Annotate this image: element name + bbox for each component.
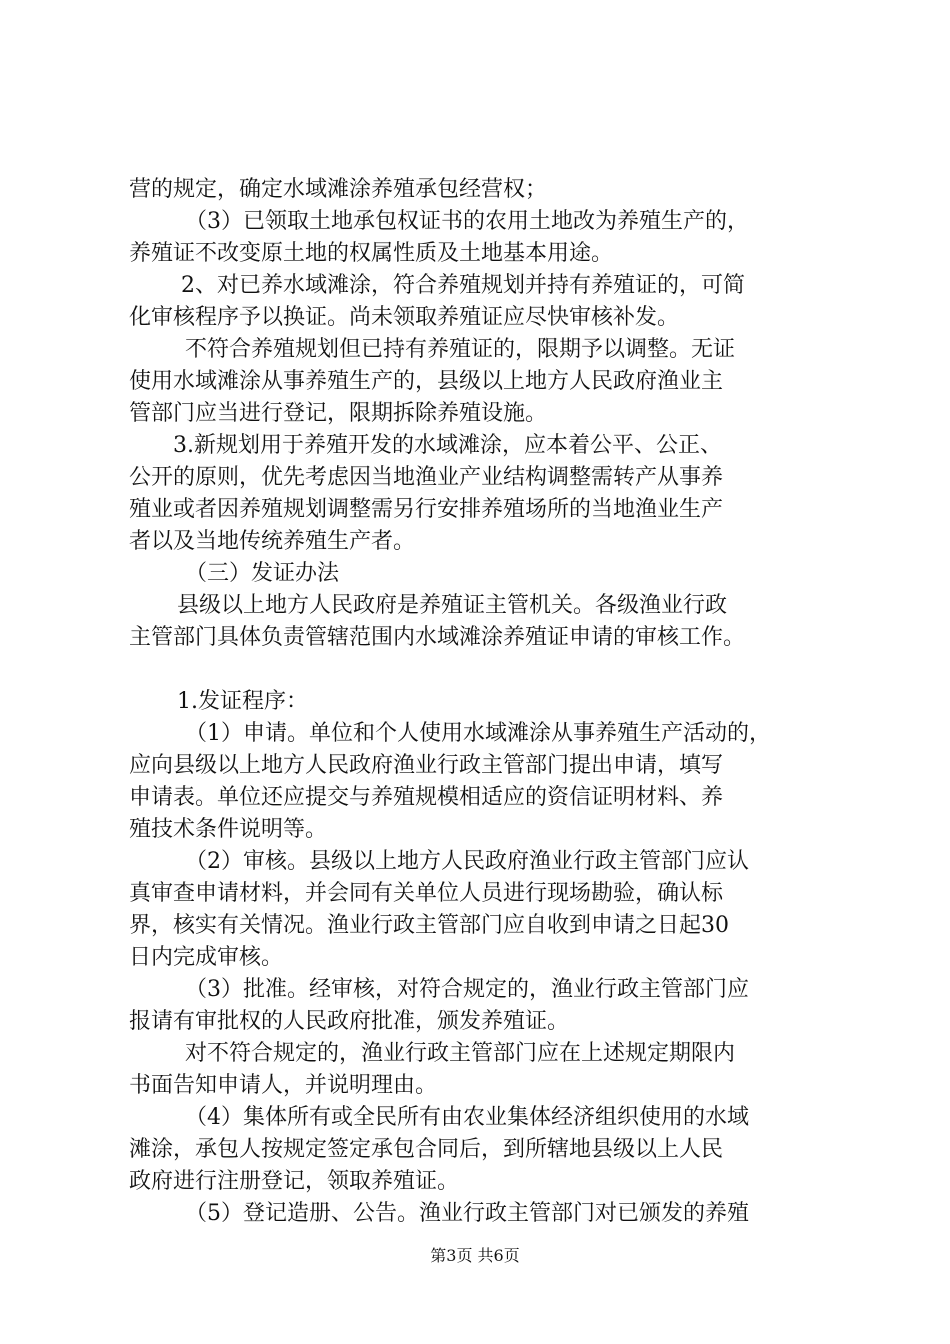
text-line: （5）登记造册、公告。渔业行政主管部门对已颁发的养殖 [185, 1201, 749, 1226]
text-line: 者以及当地传统养殖生产者。 [129, 529, 416, 554]
text-line: （3）批准。经审核，对符合规定的，渔业行政主管部门应 [185, 977, 749, 1002]
text-line: 殖技术条件说明等。 [129, 817, 328, 842]
text-line: 养殖证不改变原土地的权属性质及土地基本用途。 [129, 241, 614, 266]
text-line: 界，核实有关情况。渔业行政主管部门应自收到申请之日起30 [129, 913, 729, 938]
text-line: 营的规定，确定水域滩涂养殖承包经营权； [129, 177, 548, 202]
text-line: 县级以上地方人民政府是养殖证主管机关。各级渔业行政 [177, 593, 728, 618]
text-line: 日内完成审核。 [129, 945, 284, 970]
text-line: 公开的原则，优先考虑因当地渔业产业结构调整需转产从事养 [129, 465, 724, 490]
text-line: （2）审核。县级以上地方人民政府渔业行政主管部门应认 [185, 849, 749, 874]
paragraph-gap [129, 654, 849, 686]
text-line: 使用水域滩涂从事养殖生产的，县级以上地方人民政府渔业主 [129, 369, 724, 394]
text-line: 殖业或者因养殖规划调整需另行安排养殖场所的当地渔业生产 [129, 497, 724, 522]
text-line: 滩涂，承包人按规定签定承包合同后，到所辖地县级以上人民 [129, 1137, 724, 1162]
text-line: 真审查申请材料，并会同有关单位人员进行现场勘验，确认标 [129, 881, 724, 906]
text-line: 报请有审批权的人民政府批准，颁发养殖证。 [129, 1009, 570, 1034]
text-line: 申请表。单位还应提交与养殖规模相适应的资信证明材料、养 [129, 785, 724, 810]
text-line: 主管部门具体负责管辖范围内水域滩涂养殖证申请的审核工作。 [129, 625, 746, 650]
text-line: （1）申请。单位和个人使用水域滩涂从事养殖生产活动的， [185, 721, 771, 746]
page-number-footer: 第3页 共6页 [430, 1246, 520, 1265]
document-body [129, 174, 849, 1230]
text-line: （3）已领取土地承包权证书的农用土地改为养殖生产的， [185, 209, 749, 234]
text-line: 管部门应当进行登记，限期拆除养殖设施。 [129, 401, 548, 426]
text-line: 化审核程序予以换证。尚未领取养殖证应尽快审核补发。 [129, 305, 680, 330]
text-line: 3.新规划用于养殖开发的水域滩涂，应本着公平、公正、 [173, 433, 722, 458]
text-line: 书面告知申请人，并说明理由。 [129, 1073, 438, 1098]
text-line: 对不符合规定的，渔业行政主管部门应在上述规定期限内 [185, 1041, 736, 1066]
section-heading: （三）发证办法 [185, 561, 340, 586]
text-line: 不符合养殖规划但已持有养殖证的，限期予以调整。无证 [185, 337, 736, 362]
text-line: （4）集体所有或全民所有由农业集体经济组织使用的水域 [185, 1105, 749, 1130]
text-line: 2、对已养水域滩涂，符合养殖规划并持有养殖证的，可简 [181, 273, 745, 298]
text-line: 应向县级以上地方人民政府渔业行政主管部门提出申请，填写 [129, 753, 724, 778]
subsection-heading: 1.发证程序： [177, 689, 308, 714]
text-line: 政府进行注册登记，领取养殖证。 [129, 1169, 460, 1194]
